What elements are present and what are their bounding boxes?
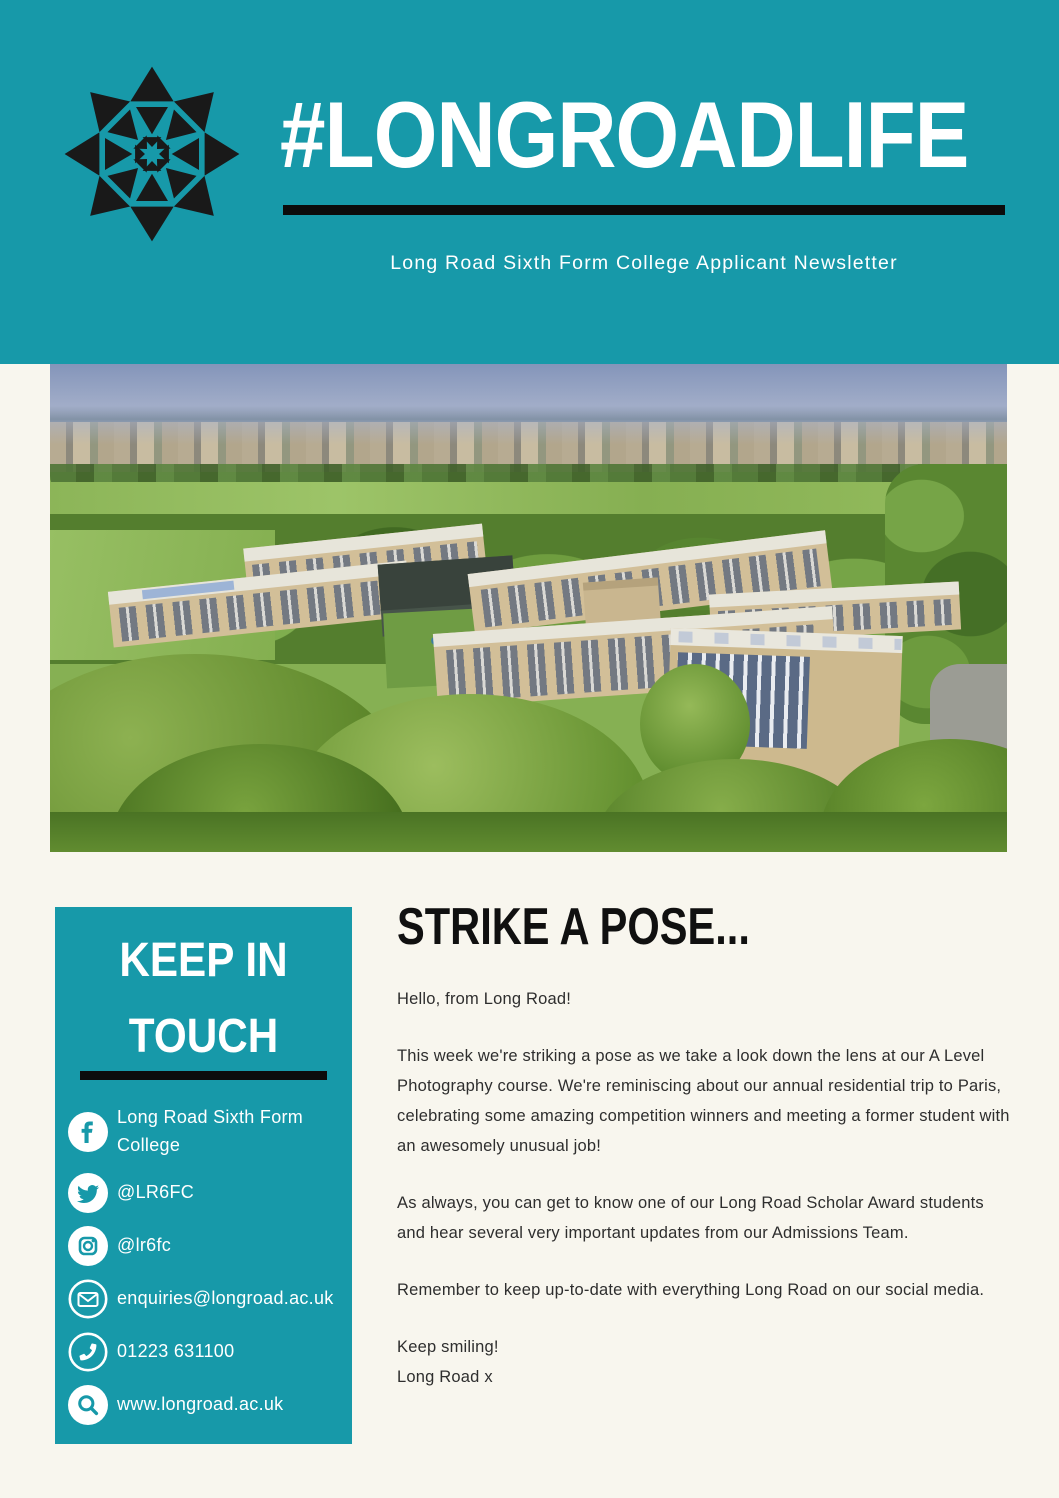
social-list [68,1104,342,1425]
newsletter-title: #LONGROADLIFE [280,82,969,187]
keep-in-touch-panel [55,907,352,1444]
article-paragraph: Hello, from Long Road! [397,989,572,1008]
photo-canopy [50,812,1007,852]
twitter-icon [68,1173,108,1213]
instagram-label: @lr6fc [117,1234,172,1255]
article-heading: STRIKE A POSE... [397,898,750,956]
article-paragraph: This week we're striking a pose as we take a look down the lens at our A Level Photography course. We're reminiscing about our annual residential trip to Paris, celebrating some amazing competition winners and meeting a former student with an awesomely unusual job! [397,1046,1010,1155]
twitter-label: @LR6FC [117,1181,195,1202]
social-item-instagram[interactable] [68,1226,342,1266]
keep-in-touch-title [73,923,334,1075]
masthead [0,0,1059,364]
email-icon [68,1279,108,1319]
phone-label: 01223 631100 [117,1340,235,1361]
panel-underline [80,1071,327,1080]
social-item-facebook[interactable] [68,1104,342,1160]
article [397,898,1012,1392]
starburst-logo [58,60,246,248]
social-item-twitter[interactable] [68,1173,342,1213]
newsletter-subtitle: Long Road Sixth Form College Applicant Newsletter [390,252,898,274]
phone-icon [68,1332,108,1372]
campus-photo [50,364,1007,852]
article-signoff-line2: Long Road x [397,1367,493,1386]
social-item-website[interactable] [68,1385,342,1425]
article-paragraph: Remember to keep up-to-date with everything Long Road on our social media. [397,1280,985,1299]
keep-in-touch-line1: KEEP IN [119,934,288,987]
social-item-phone[interactable] [68,1332,342,1372]
article-signoff-line1: Keep smiling! [397,1337,499,1356]
search-icon [68,1385,108,1425]
facebook-icon [68,1112,108,1152]
keep-in-touch-line2: TOUCH [128,1010,279,1063]
social-item-email[interactable] [68,1279,342,1319]
facebook-label: Long Road Sixth Form College [117,1107,304,1155]
title-underline [283,205,1005,215]
email-label: enquiries@longroad.ac.uk [117,1287,334,1308]
website-label: www.longroad.ac.uk [117,1393,284,1414]
instagram-icon [68,1226,108,1266]
article-paragraph: As always, you can get to know one of our Long Road Scholar Award students and hear several very important updates from our Admissions Team. [397,1193,984,1242]
